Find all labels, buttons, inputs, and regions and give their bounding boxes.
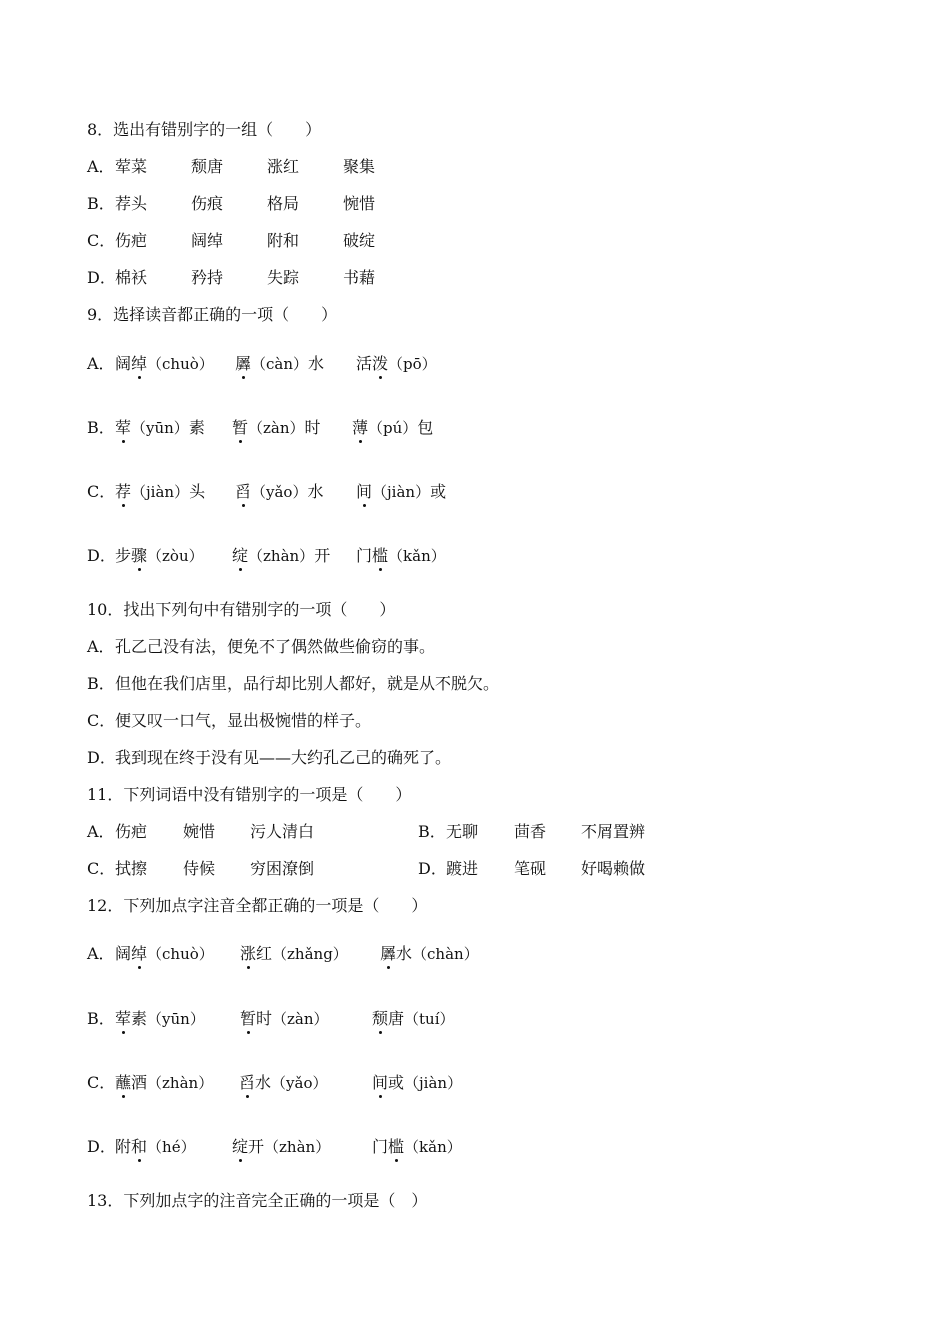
pinyin-item bbox=[240, 944, 380, 964]
option-label: C． bbox=[87, 859, 116, 878]
dotted-char: 绽 bbox=[232, 546, 249, 565]
dotted-char: 颓 bbox=[372, 1009, 389, 1028]
pinyin-item bbox=[380, 944, 479, 964]
pinyin-item bbox=[115, 1009, 240, 1029]
pinyin-item bbox=[232, 546, 356, 566]
q9-option-d bbox=[87, 546, 446, 566]
char: 或 bbox=[388, 1073, 405, 1092]
option-label: C． bbox=[87, 231, 116, 250]
q11-stem: 11．下列词语中没有错别字的一项是（ ） bbox=[87, 785, 412, 804]
dotted-char: 和 bbox=[131, 1137, 148, 1156]
char: 开 bbox=[248, 1137, 265, 1156]
pinyin: （jiàn） bbox=[372, 483, 431, 501]
dotted-char: 槛 bbox=[372, 546, 389, 565]
word: 伤疤 bbox=[115, 822, 148, 841]
pinyin-item bbox=[352, 418, 433, 438]
pinyin-item bbox=[239, 1073, 372, 1093]
option-label: D． bbox=[87, 1137, 116, 1156]
pinyin: （yǎo） bbox=[271, 1074, 328, 1092]
option-label: D． bbox=[418, 859, 447, 878]
dotted-char: 羼 bbox=[380, 944, 397, 963]
pinyin-item bbox=[356, 482, 446, 502]
char: 门 bbox=[372, 1137, 389, 1156]
option-label: A． bbox=[87, 944, 115, 963]
option-text: 但他在我们店里，品行却比别人都好，就是从不脱欠。 bbox=[115, 674, 500, 693]
word: 拭擦 bbox=[115, 859, 148, 878]
pinyin: （zàn） bbox=[248, 419, 305, 437]
q8-stem: 8．选出有错别字的一组（ ） bbox=[87, 120, 322, 139]
dotted-char: 暂 bbox=[240, 1009, 257, 1028]
dotted-char: 绽 bbox=[232, 1137, 249, 1156]
option-label: C． bbox=[87, 1073, 116, 1092]
q8-option-d bbox=[87, 268, 419, 288]
char: 阔 bbox=[115, 944, 132, 963]
option-label: A． bbox=[87, 822, 115, 841]
q9-option-b bbox=[87, 418, 433, 438]
pinyin-item bbox=[115, 546, 232, 566]
pinyin-item bbox=[115, 1137, 232, 1157]
char: 时 bbox=[304, 418, 321, 437]
char: 头 bbox=[189, 482, 206, 501]
pinyin: （pú） bbox=[368, 419, 418, 437]
word: 书藉 bbox=[343, 268, 376, 287]
option-label: A． bbox=[87, 354, 115, 373]
word: 惋惜 bbox=[343, 194, 376, 213]
option-label: A． bbox=[87, 157, 115, 176]
pinyin-item bbox=[232, 418, 352, 438]
pinyin-item bbox=[115, 482, 235, 502]
option-label: B． bbox=[418, 822, 446, 841]
char: 活 bbox=[356, 354, 373, 373]
option-label: B． bbox=[87, 674, 115, 693]
pinyin-item bbox=[356, 546, 446, 566]
word: 颓唐 bbox=[191, 157, 224, 176]
q11-option-a bbox=[87, 822, 314, 842]
word: 笔砚 bbox=[514, 859, 547, 878]
option-label: C． bbox=[87, 711, 116, 730]
pinyin: （zòu） bbox=[147, 547, 204, 565]
q12-option-d bbox=[87, 1137, 462, 1157]
option-text: 我到现在终于没有见——大约孔乙己的确死了。 bbox=[115, 748, 452, 767]
char: 时 bbox=[256, 1009, 273, 1028]
q10-stem: 10．找出下列句中有错别字的一项（ ） bbox=[87, 600, 396, 619]
dotted-char: 间 bbox=[356, 482, 373, 501]
word: 茴香 bbox=[514, 822, 547, 841]
word: 不屑置辨 bbox=[581, 822, 646, 841]
pinyin: （hé） bbox=[147, 1138, 196, 1156]
option-label: B． bbox=[87, 194, 115, 213]
word: 荤菜 bbox=[115, 157, 148, 176]
dotted-char: 绰 bbox=[131, 944, 148, 963]
option-label: D． bbox=[87, 546, 116, 565]
pinyin-item bbox=[235, 482, 356, 502]
word: 失踪 bbox=[267, 268, 300, 287]
char: 酒 bbox=[131, 1073, 148, 1092]
word: 格局 bbox=[267, 194, 300, 213]
option-text: 孔乙己没有法，便免不了偶然做些偷窃的事。 bbox=[115, 637, 436, 656]
char: 开 bbox=[314, 546, 331, 565]
word: 破绽 bbox=[343, 231, 376, 250]
q9-option-a bbox=[87, 354, 437, 374]
pinyin: （yūn） bbox=[147, 1010, 205, 1028]
q8-option-c bbox=[87, 231, 419, 251]
char: 阔 bbox=[115, 354, 132, 373]
char: 唐 bbox=[388, 1009, 405, 1028]
q8-option-b bbox=[87, 194, 419, 214]
dotted-char: 涨 bbox=[240, 944, 257, 963]
q11-option-d bbox=[418, 859, 645, 879]
pinyin: （chuò） bbox=[147, 355, 214, 373]
dotted-char: 泼 bbox=[372, 354, 389, 373]
pinyin-item bbox=[115, 354, 235, 374]
char: 素 bbox=[131, 1009, 148, 1028]
q10-option-d bbox=[87, 748, 451, 768]
pinyin: （yūn） bbox=[131, 419, 189, 437]
word: 穷困潦倒 bbox=[250, 859, 315, 878]
char: 水 bbox=[396, 944, 413, 963]
pinyin: （tuí） bbox=[404, 1010, 455, 1028]
dotted-char: 荤 bbox=[115, 1009, 132, 1028]
q12-option-a bbox=[87, 944, 479, 964]
dotted-char: 舀 bbox=[235, 482, 252, 501]
char: 水 bbox=[255, 1073, 272, 1092]
word: 侍候 bbox=[183, 859, 216, 878]
word: 污人清白 bbox=[250, 822, 315, 841]
word: 无聊 bbox=[446, 822, 479, 841]
dotted-char: 间 bbox=[372, 1073, 389, 1092]
pinyin-item bbox=[372, 1137, 462, 1157]
word: 踱进 bbox=[446, 859, 479, 878]
dotted-char: 羼 bbox=[235, 354, 252, 373]
char: 素 bbox=[188, 418, 205, 437]
option-label: D． bbox=[87, 268, 116, 287]
pinyin: （càn） bbox=[251, 355, 309, 373]
pinyin: （zhàn） bbox=[248, 547, 315, 565]
q12-option-b bbox=[87, 1009, 455, 1029]
dotted-char: 骤 bbox=[131, 546, 148, 565]
pinyin: （jiàn） bbox=[131, 483, 190, 501]
pinyin: （zàn） bbox=[272, 1010, 329, 1028]
dotted-char: 暂 bbox=[232, 418, 249, 437]
word: 好喝赖做 bbox=[581, 859, 646, 878]
pinyin: （zhǎng） bbox=[272, 945, 348, 963]
option-label: C． bbox=[87, 482, 116, 501]
char: 水 bbox=[308, 354, 325, 373]
dotted-char: 绰 bbox=[131, 354, 148, 373]
q13-stem: 13．下列加点字的注音完全正确的一项是（ ） bbox=[87, 1191, 428, 1210]
pinyin: （jiàn） bbox=[404, 1074, 463, 1092]
option-label: B． bbox=[87, 1009, 115, 1028]
pinyin-item bbox=[240, 1009, 372, 1029]
q9-option-c bbox=[87, 482, 446, 502]
q9-stem: 9．选择读音都正确的一项（ ） bbox=[87, 305, 338, 324]
char: 水 bbox=[307, 482, 324, 501]
pinyin-item bbox=[356, 354, 437, 374]
pinyin: （chuò） bbox=[147, 945, 214, 963]
word: 伤疤 bbox=[115, 231, 148, 250]
pinyin: （yǎo） bbox=[251, 483, 308, 501]
word: 荐头 bbox=[115, 194, 148, 213]
dotted-char: 薄 bbox=[352, 418, 369, 437]
char: 包 bbox=[417, 418, 434, 437]
word: 阔绰 bbox=[191, 231, 224, 250]
q8-option-a bbox=[87, 157, 419, 177]
char: 步 bbox=[115, 546, 132, 565]
word: 伤痕 bbox=[191, 194, 224, 213]
word: 涨红 bbox=[267, 157, 300, 176]
pinyin: （kǎn） bbox=[404, 1138, 462, 1156]
dotted-char: 蘸 bbox=[115, 1073, 132, 1092]
word: 聚集 bbox=[343, 157, 376, 176]
dotted-char: 荤 bbox=[115, 418, 132, 437]
pinyin-item bbox=[232, 1137, 372, 1157]
dotted-char: 槛 bbox=[388, 1137, 405, 1156]
word: 矜持 bbox=[191, 268, 224, 287]
pinyin-item bbox=[115, 1073, 239, 1093]
q10-option-a bbox=[87, 637, 435, 657]
dotted-char: 舀 bbox=[239, 1073, 256, 1092]
option-text: 便又叹一口气，显出极惋惜的样子。 bbox=[115, 711, 372, 730]
option-label: D． bbox=[87, 748, 116, 767]
pinyin: （chàn） bbox=[412, 945, 479, 963]
pinyin: （pō） bbox=[388, 355, 437, 373]
q11-option-b bbox=[418, 822, 645, 842]
pinyin-item bbox=[235, 354, 356, 374]
char: 红 bbox=[256, 944, 273, 963]
pinyin-item bbox=[372, 1009, 455, 1029]
option-label: A． bbox=[87, 637, 115, 656]
pinyin: （zhàn） bbox=[147, 1074, 214, 1092]
char: 附 bbox=[115, 1137, 132, 1156]
dotted-char: 荐 bbox=[115, 482, 132, 501]
pinyin-item bbox=[115, 418, 232, 438]
pinyin-item bbox=[115, 944, 240, 964]
word: 婉惜 bbox=[183, 822, 216, 841]
q10-option-c bbox=[87, 711, 371, 731]
q12-stem: 12．下列加点字注音全都正确的一项是（ ） bbox=[87, 896, 428, 915]
pinyin-item bbox=[372, 1073, 462, 1093]
word: 棉袄 bbox=[115, 268, 148, 287]
q10-option-b bbox=[87, 674, 499, 694]
pinyin: （kǎn） bbox=[388, 547, 446, 565]
pinyin: （zhàn） bbox=[264, 1138, 331, 1156]
char: 门 bbox=[356, 546, 373, 565]
char: 或 bbox=[430, 482, 447, 501]
word: 附和 bbox=[267, 231, 300, 250]
q11-option-c bbox=[87, 859, 314, 879]
q12-option-c bbox=[87, 1073, 462, 1093]
option-label: B． bbox=[87, 418, 115, 437]
